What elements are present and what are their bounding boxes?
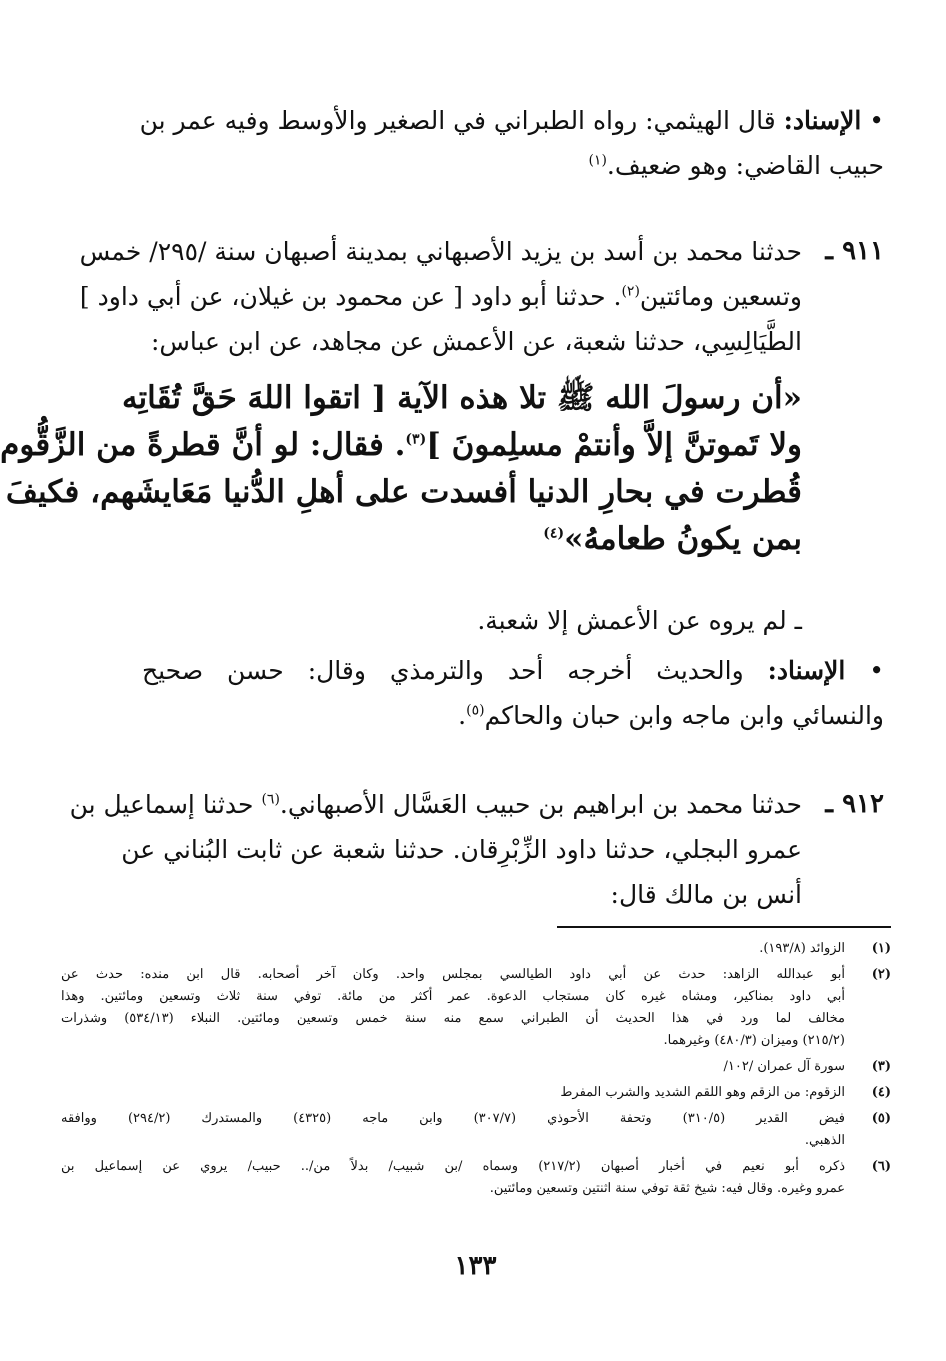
footnote-4 [61,1082,891,1104]
footnote-text: فيض القدير (٣١٠/٥) وتحفة الأحوذي (٣٠٧/٧) وابن ماجه (٤٣٢٥) والمستدرك (٢٩٤/٢) ووافقه [61,1111,845,1126]
quote-line: «أن رسولَ الله ﷺ تلا هذه الآية [ اتقوا اللهَ حَقَّ تُقَاتِه [121,380,802,416]
quote-line: قُطرت في بحارِ الدنيا أفسدت على أهلِ الدُّنيا مَعَايشَهم، فكيفَ [5,474,802,510]
footnote-3 [61,1056,891,1078]
footnote-2 [61,964,891,1052]
footnote-number: (١) [871,941,891,956]
hadith-911-notes [142,598,802,643]
hadith-911-isnad [142,648,884,738]
footnote-6 [61,1156,891,1200]
footnote-divider [557,926,891,928]
hadith-number: ٩١١ ـ [825,236,884,266]
quote-text: بمن يكونُ طعامهُ» [564,521,802,557]
footnote-text: (٢١٥/٢) وميزان (٤٨٠/٣) وغيرهما. [663,1033,845,1048]
isnad-text: قال الهيثمي: رواه الطبراني في الصغير والأوسط وفيه عمر بن [139,106,776,135]
footnote-5 [61,1108,891,1152]
text-line [69,782,802,827]
chain-text: وتسعين ومائتين [639,282,802,311]
text-line [142,648,884,693]
footnote-text: أبو عبدالله الزاهد: حدث عن أبي داود الطيالسي بمجلس واحد. وكان آخر أصحابه. قال ابن منده: حدث عن [61,967,845,982]
hadith-number: ٩١٢ ـ [825,789,884,819]
isnad-text: حبيب القاضي: وهو ضعيف. [606,151,884,180]
footnotes-section [61,938,891,1200]
footnote-text: أبي داود بمناكير، ومشاه غيره كان مستجاب الدعوة. عمر أكثر من مائة. توفي سنة ثلاث وتسعين ومائتين. وهذا [61,989,845,1004]
footnote-number: (٣) [871,1059,891,1074]
chain-text: حدثنا إسماعيل بن [69,790,254,819]
footnote-number: (٥) [871,1111,891,1126]
bullet-icon: • [869,656,884,685]
text-line: عمرو البجلي، حدثنا داود الزِّبْرِقان. حدثنا شعبة عن ثابت البُناني عن [121,835,802,864]
text-line [142,693,884,738]
footnote-text: الزقوم: من الزقم وهو اللقم الشديد والشرب المفرط [560,1085,845,1100]
footnote-text: عمرو وغيره. وقال فيه: شيخ ثقة توفي سنة اثنتين وتسعين ومائتين. [489,1181,845,1196]
footnote-number: (٤) [871,1085,891,1100]
text-line: الطَّيَالِسِي، حدثنا شعبة، عن الأعمش عن مجاهد، عن ابن عباس: [150,327,802,356]
text-line [139,98,884,143]
footnote-number: (٢) [871,967,891,982]
footnote-ref[interactable]: (٦) [261,791,280,808]
hadith-911-matn [0,375,802,563]
quote-text: ولا تَموتنَّ إلاَّ وأنتمْ مسلِمونَ ] [426,427,802,463]
isnad-text: . [458,701,467,730]
footnote-ref[interactable]: (٥) [466,702,485,719]
footnote-text: الزوائد (١٩٣/٨). [759,941,845,956]
hadith-911-chain [79,229,802,364]
footnote-text: ذكره أبو نعيم في أخبار أصبهان (٢١٧/٢) وسماه /بن شبيب/ بدلاً من/.. حبيب/ يروي عن إسماعيل بن [61,1159,845,1174]
note-line: ـ لم يروه عن الأعمش إلا شعبة. [477,606,802,635]
text-line [142,143,884,188]
page-number: ١٣٣ [454,1251,497,1281]
chain-text: حدثنا محمد بن ابراهيم بن حبيب العَسَّال الأصبهاني. [279,790,802,819]
footnote-number: (٦) [871,1159,891,1174]
isnad-heading: الإسناد: [783,106,862,135]
quote-text: . فقال: لو أنَّ قطرةً من الزَّقُّوم [0,427,406,463]
footnote-ref[interactable]: (٣) [405,431,427,448]
isnad-heading: الإسناد: [767,656,846,685]
footnote-ref[interactable]: (٤) [543,525,565,542]
isnad-text: والنسائي وابن ماجه وابن حبان والحاكم [484,701,884,730]
footnote-1 [61,938,891,960]
footnote-text: سورة آل عمران /١٠٢/ [723,1059,845,1074]
text-line: أنس بن مالك قال: [610,880,802,909]
footnote-ref[interactable]: (٢) [621,283,640,300]
chain-text: . حدثنا أبو داود [ عن محمود بن غيلان، عن أبي داود ] [79,282,622,311]
quote-line [0,422,802,469]
footnote-ref[interactable]: (١) [588,152,607,169]
bullet-icon: • [869,106,884,135]
hadith-912-chain [69,782,802,917]
isnad-text: والحديث أخرجه أحد والترمذي وقال: حسن صحيح [142,656,744,685]
isnad-note-block [139,98,884,188]
text-line [79,274,802,319]
footnote-text: مخالف لما ورد في هذا الحديث أن الطبراني سمع منه سنة خمس وتسعين ومائتين. النبلاء (٥٣٤/١٣) وشذرات [61,1011,846,1026]
footnote-text: الذهبي. [804,1133,845,1148]
quote-line [142,516,802,563]
text-line: حدثنا محمد بن أسد بن يزيد الأصبهاني بمدينة أصبهان سنة /٢٩٥/ خمس [79,237,802,266]
